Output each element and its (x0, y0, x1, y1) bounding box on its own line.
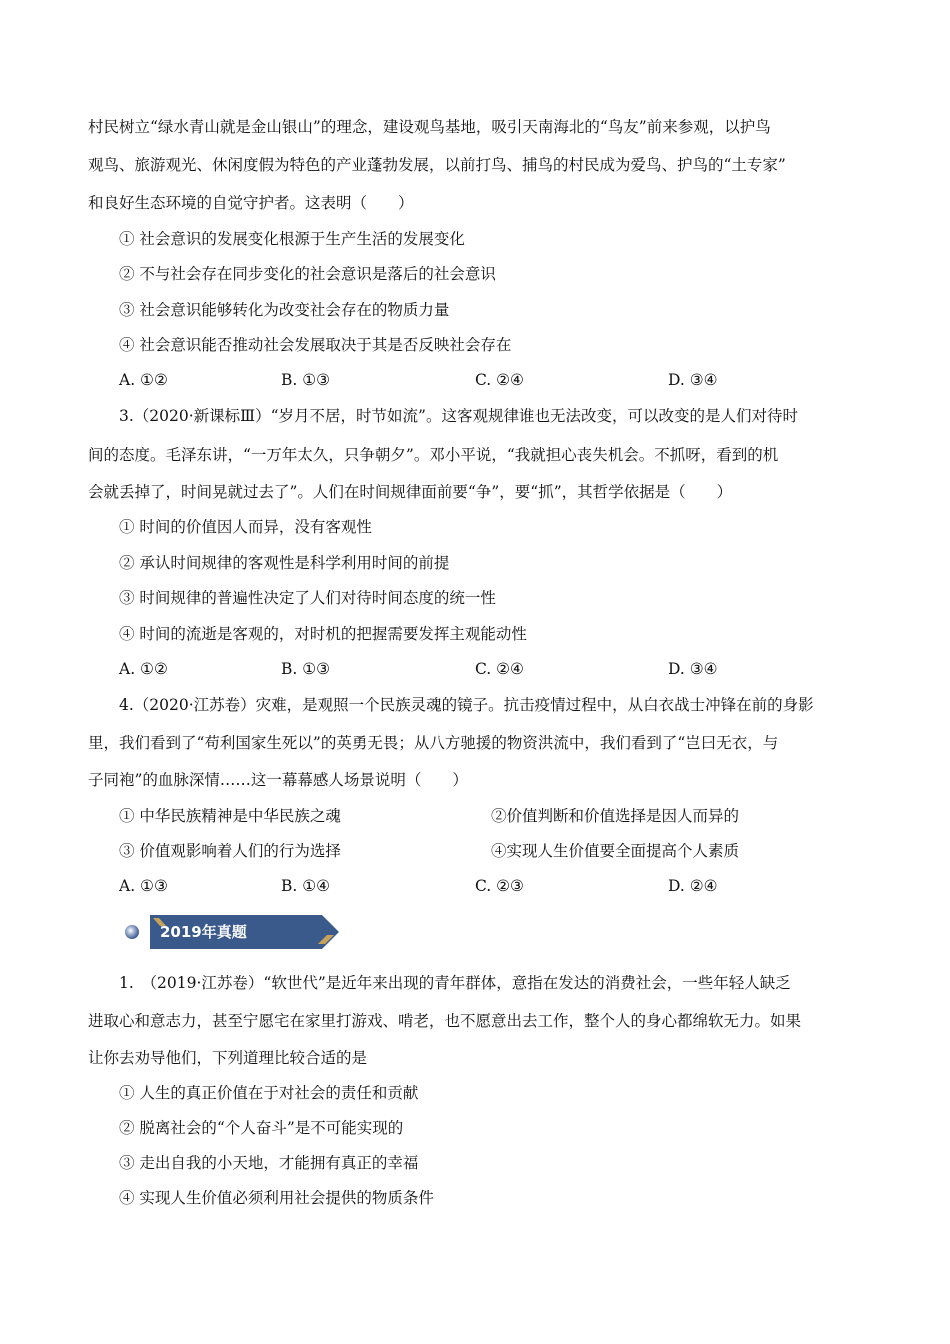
q4-stem-line-1: 4.（2020·江苏卷）灾难，是观照一个民族灵魂的镜子。抗击疫情过程中，从白衣战士冲锋在前的身影 (119, 696, 814, 714)
q4-stem-line-3: 子同袍”的血脉深情……这一幕幕感人场景说明（ ） (88, 771, 468, 789)
q3-answer-d: D. ③④ (668, 660, 718, 678)
q3-answer-b: B. ①③ (281, 660, 331, 678)
q2-option-1: ① 社会意识的发展变化根源于生产生活的发展变化 (119, 230, 465, 248)
q2-stem-line-1: 村民树立“绿水青山就是金山银山”的理念，建设观鸟基地，吸引天南海北的“鸟友”前来参观，以护鸟 (88, 118, 771, 136)
q3-option-2: ② 承认时间规律的客观性是科学利用时间的前提 (119, 554, 450, 572)
q4-answer-d: D. ②④ (668, 877, 718, 895)
section-title: 2019年真题 (160, 923, 247, 941)
q4-answer-c: C. ②③ (475, 877, 524, 895)
q2-stem-line-2: 观鸟、旅游观光、休闲度假为特色的产业蓬勃发展，以前打鸟、捕鸟的村民成为爱鸟、护鸟的“土专家” (88, 156, 786, 174)
q4-option-2: ②价值判断和价值选择是因人而异的 (491, 807, 740, 825)
q1-option-2: ② 脱离社会的“个人奋斗”是不可能实现的 (119, 1119, 404, 1137)
q3-answer-a: A. ①② (119, 660, 168, 678)
q2-option-4: ④ 社会意识能否推动社会发展取决于其是否反映社会存在 (119, 336, 512, 354)
q4-answer-b: B. ①④ (281, 877, 331, 895)
q2-option-2: ② 不与社会存在同步变化的社会意识是落后的社会意识 (119, 265, 496, 283)
bullet-dot-icon (125, 925, 139, 939)
q3-answer-c: C. ②④ (475, 660, 524, 678)
q2-answer-b: B. ①③ (281, 371, 331, 389)
q1-option-4: ④ 实现人生价值必须利用社会提供的物质条件 (119, 1189, 434, 1207)
q2-answer-a: A. ①② (119, 371, 168, 389)
q2-answer-c: C. ②④ (475, 371, 524, 389)
q3-option-3: ③ 时间规律的普遍性决定了人们对待时间态度的统一性 (119, 589, 496, 607)
q3-option-4: ④ 时间的流逝是客观的，对时机的把握需要发挥主观能动性 (119, 625, 527, 643)
q3-stem-line-1: 3.（2020·新课标Ⅲ）“岁月不居，时节如流”。这客观规律谁也无法改变，可以改变的是人们对待时 (119, 407, 798, 425)
q4-option-4: ④实现人生价值要全面提高个人素质 (491, 842, 740, 860)
q4-stem-line-2: 里，我们看到了“苟利国家生死以”的英勇无畏；从八方驰援的物资洪流中，我们看到了“岂曰无衣，与 (88, 734, 779, 752)
q2-stem-line-3: 和良好生态环境的自觉守护者。这表明（ ） (88, 194, 414, 212)
q1-option-3: ③ 走出自我的小天地，才能拥有真正的幸福 (119, 1154, 419, 1172)
q2-option-3: ③ 社会意识能够转化为改变社会存在的物质力量 (119, 301, 450, 319)
q2-answer-d: D. ③④ (668, 371, 718, 389)
q4-option-3: ③ 价值观影响着人们的行为选择 (119, 842, 341, 860)
q1-stem-line-2: 进取心和意志力，甚至宁愿宅在家里打游戏、啃老，也不愿意出去工作，整个人的身心都绵软无力。如果 (88, 1012, 802, 1030)
q4-answer-a: A. ①③ (119, 877, 168, 895)
q3-stem-line-3: 会就丢掉了，时间晃就过去了”。人们在时间规律面前要“争”，要“抓”，其哲学依据是（ ） (88, 483, 733, 501)
q3-stem-line-2: 间的态度。毛泽东讲，“一万年太久，只争朝夕”。邓小平说，“我就担心丧失机会。不抓呀，看到的机 (88, 446, 779, 464)
q3-option-1: ① 时间的价值因人而异，没有客观性 (119, 518, 372, 536)
q1-stem-line-1: 1. （2019·江苏卷）“软世代”是近年来出现的青年群体，意指在发达的消费社会，一些年轻人缺乏 (119, 974, 791, 992)
q1-stem-line-3: 让你去劝导他们，下列道理比较合适的是 (88, 1049, 368, 1067)
q4-option-1: ① 中华民族精神是中华民族之魂 (119, 807, 341, 825)
q1-option-1: ① 人生的真正价值在于对社会的责任和贡献 (119, 1084, 419, 1102)
